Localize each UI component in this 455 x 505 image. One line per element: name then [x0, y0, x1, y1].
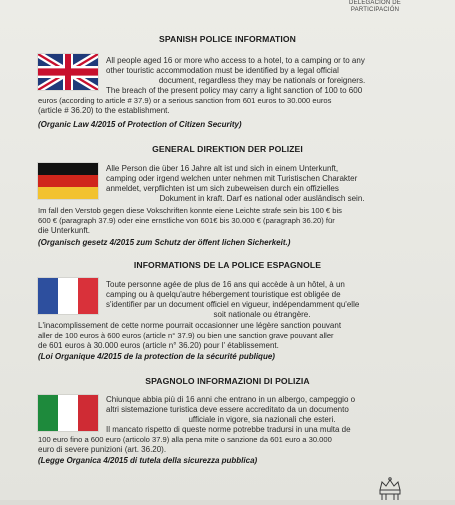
body-line: Dokument in kraft. Darf es national oder ausländisch sein. [159, 193, 365, 203]
body-line: 100 euro fino a 600 euro (articolo 37.9) alla pena mite o sanzione da 601 euro a 30.000 [38, 435, 332, 444]
body-line: Alle Person die über 16 Jahre alt ist und sich in einem Unterkunft, [106, 164, 339, 173]
agency-label [349, 0, 401, 14]
body-line: camping ou à quelqu'autre hébergement touristique est obligée de [106, 289, 341, 299]
body-line: die Unterkunft. [38, 225, 91, 235]
body-line: (article # 36.20) to the establishment. [38, 105, 170, 115]
section-heading-french: INFORMATIONS DE LA POLICE ESPAGNOLE [133, 260, 322, 270]
body-line: euro di severe punizioni (art. 36.20). [38, 444, 167, 454]
section-body-german [106, 164, 418, 204]
body-line: euros (according to article # 37.9) or a serious sanction from 601 euros to 30.000 euros [38, 95, 332, 105]
section-body-italian [106, 395, 418, 435]
body-line: ufficiale in vigore, sia nazionali che esteri. [188, 414, 336, 424]
body-line: L'inacomplissement de cette norme pourrait occasionner une légère sanction pouvant [38, 321, 342, 330]
body-line: anmeldet, verpflichten ist um sich zubeweisen durch ein offizielles [106, 183, 339, 193]
body-line: camping oder irgend welchen unter nehmen mit Turistischen Charakter [106, 173, 358, 183]
germany-flag-icon [38, 163, 98, 199]
law-reference-english: (Organic Law 4/2015 of Protection of Citizen Security) [38, 120, 242, 129]
body-line: Im fall den Verstob gegen diese Vokschriften konnte eiene Leichte strafe sein bis 100 € bis [38, 206, 342, 215]
body-line: document, regardless they may be nationals or foreigners. [158, 75, 366, 85]
section-body-french-cont [38, 321, 418, 351]
section-heading-italian: SPAGNOLO INFORMAZIONI DI POLIZIA [145, 376, 310, 386]
royal-crest-icon [372, 476, 408, 500]
section-body-english [106, 56, 418, 86]
section-body-german-cont [38, 206, 418, 236]
body-line: soit nationale ou étrangère. [213, 309, 311, 319]
section-body-italian-cont [38, 435, 418, 455]
law-reference-german: (Organisch gesetz 4/2015 zum Schutz der öffent lichen Sicherkeit.) [38, 238, 291, 247]
section-heading-german: GENERAL DIREKTION DER POLIZEI [152, 144, 303, 154]
law-reference-italian: (Legge Organica 4/2015 di tutela della sicurezza pubblica) [38, 456, 258, 465]
uk-flag-icon [38, 54, 98, 90]
body-line: All people aged 16 or more who access to a hotel, to a camping or to any [106, 56, 365, 65]
body-line: Toute personne agée de plus de 16 ans qui accède à un hôtel, à un [106, 280, 345, 289]
section-heading-english: SPANISH POLICE INFORMATION [159, 34, 296, 44]
france-flag-icon [38, 278, 98, 314]
body-line: Il mancato rispetto di queste norme potrebbe tradursi in una multa de [106, 424, 351, 434]
section-body-english-cont [38, 86, 418, 116]
law-reference-french: (Loi Organique 4/2015 de la protection de la sécurité publique) [38, 352, 275, 361]
italy-flag-icon [38, 395, 98, 431]
body-line: aller de 100 euros à 600 euros (article n° 37.9) ou bien une sanction grave pouvant aller [38, 330, 334, 340]
section-body-french [106, 280, 418, 320]
agency-line-1: DELEGACIÓN DE [349, 0, 401, 6]
body-line: Chiunque abbia più di 16 anni che entrano in un albergo, campeggio o [106, 395, 356, 404]
body-line: de 601 euros à 30.000 euros (article n° 36.20) pour l' établissement. [38, 340, 279, 350]
body-line: altri sistemazione turistica deve essere accreditato da un documento [106, 404, 349, 414]
body-line: other touristic accommodation must be identified by a legal official [106, 65, 339, 75]
body-line: s'identifier par un document officiel en vigueur, indépendamment qu'elle [106, 299, 360, 309]
agency-line-2: PARTICIPACIÓN [350, 7, 400, 13]
body-line: 600 € (paragraph 37.9) oder eine ernstliche von 601€ bis 30.000 € (paragraph 36.20) für [38, 215, 335, 225]
body-line: The breach of the present policy may carry a light sanction of 100 to 600 [106, 86, 363, 95]
